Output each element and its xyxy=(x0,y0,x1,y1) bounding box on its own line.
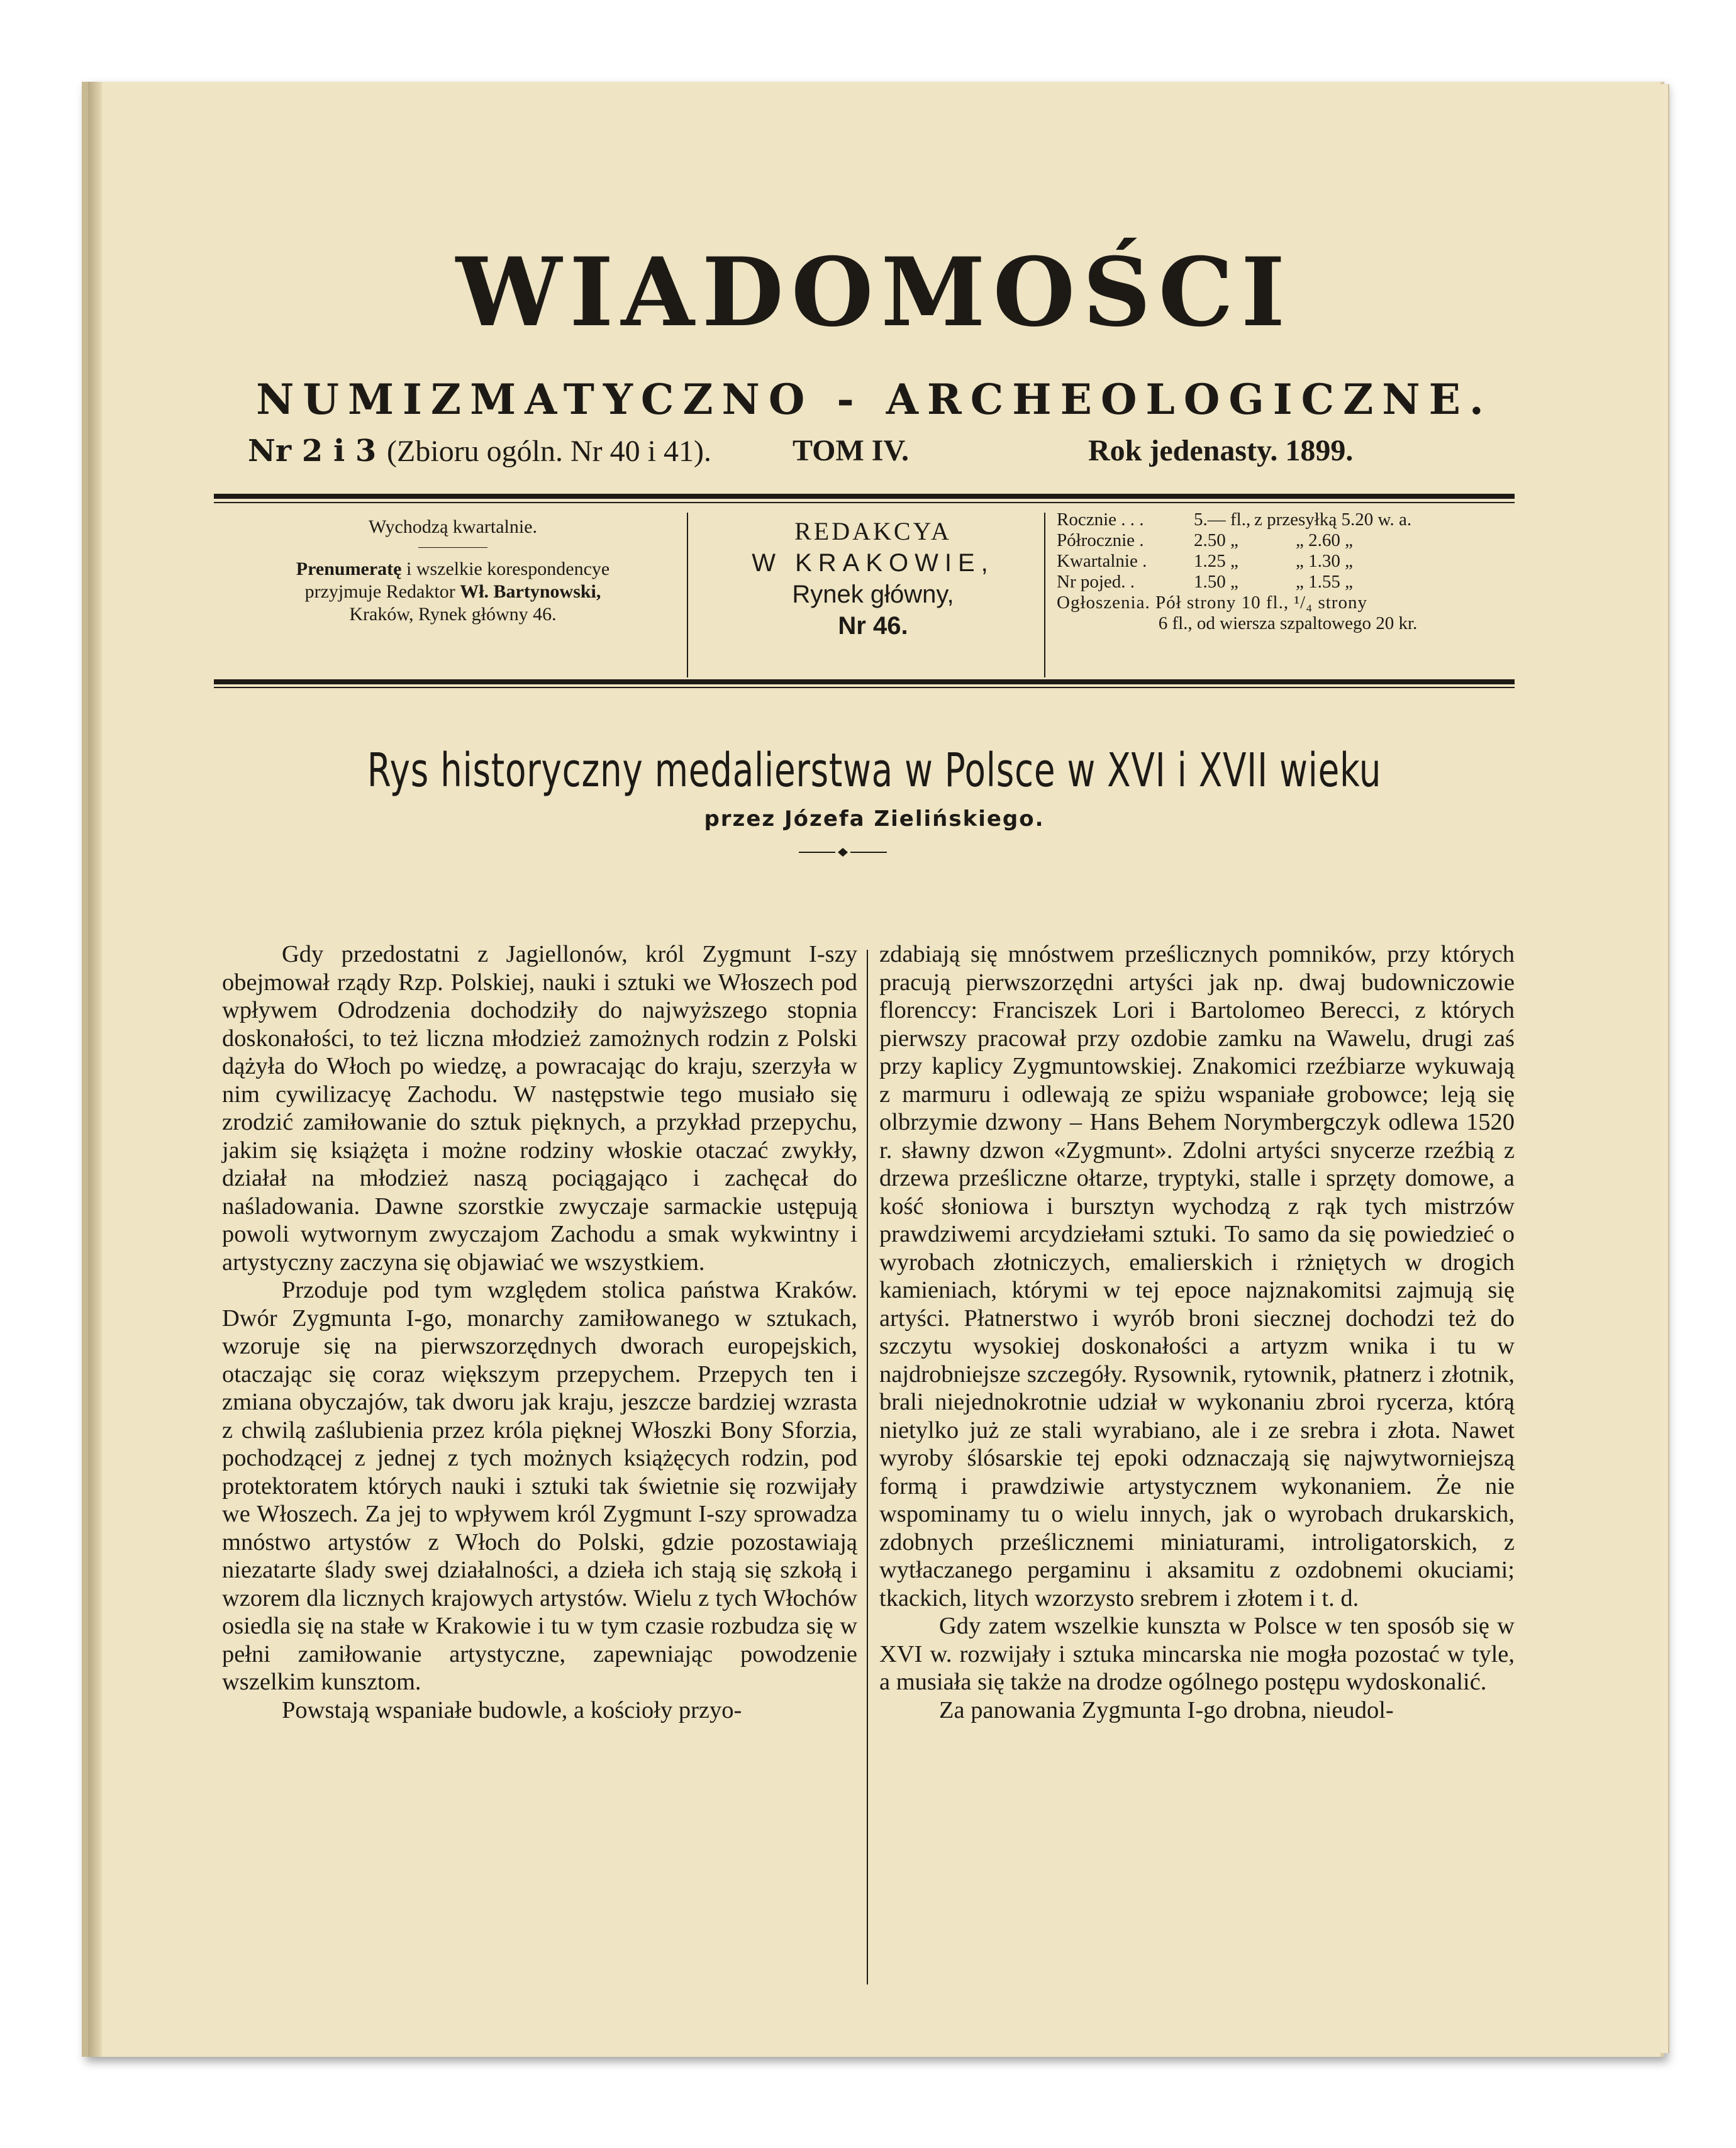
editor-line xyxy=(214,581,692,603)
editor-accepts: przyjmuje Redaktor xyxy=(304,581,460,602)
editorial-office xyxy=(697,516,1049,642)
article-paragraph: Gdy zatem wszelkie kunszta w Polsce w ten sposób się w XVI w. rozwijały i sztuka mincarska nie mogła pozostać w tyle, a musiała się także na drodze ogólnego postępu wydoskonalić. xyxy=(879,1613,1515,1695)
ads-line: 6 fl., od wiersza szpaltowego 20 kr. xyxy=(1158,613,1418,633)
column-divider xyxy=(867,950,868,1984)
header-rule-bottom xyxy=(214,679,1515,684)
article-paragraph: Gdy przedostatni z Jagiellonów, król Zygmunt I-szy obejmował rządy Rzp. Polskiej, nauki i sztuki we Włoszech pod wpływem Odrodzenia dochodziły do najwyższego stopnia doskonałości, to też liczna młodzież zamożnych rodzin z Polski dążyła do Włoch po wiedzę, a powracając do kraju, szerzyła w nim cywilizacyę Zachodu. W następstwie tego musiało się zrodzić zamiłowanie do sztuk pięknych, a przykład przepychu, jakim się książęta i możne rodziny włoskie otaczać zwykły, działał na młodzież naszą pociągająco i zachęcał do naśladowania. Dawne szorstkie zwyczaje sarmackie ustępują powoli wytwornym zwyczajom Zachodu a smak wykwintny i artystyczny zaczyna się objawiać we wszystkiem. xyxy=(222,941,857,1276)
year-label: Rok jedenasty. 1899. xyxy=(1088,434,1354,467)
office-street: Rynek główny, xyxy=(792,581,954,608)
article-paragraph: Powstają wspaniałe budowle, a kościoły przyo- xyxy=(282,1696,742,1723)
subscription-text: i wszelkie korespondencye xyxy=(401,559,610,579)
publication-frequency: Wychodzą kwartalnie. xyxy=(368,516,538,537)
price-row: Półrocznie . 2.50 „ „ 2.60 „ xyxy=(1057,530,1353,550)
header-rule-bottom-thin xyxy=(214,687,1515,688)
issue-number xyxy=(248,431,711,472)
article-paragraph: zdabiają się mnóstwem prześlicznych pomników, przy których pracują pierwszorzędni artyści jak np. dwaj budowniczowie florenccy: Franciszek Lori i Bartolomeo Berecci, z których pierwszy pracował przy ozdobie zamku na Wawelu, drugi zaś przy kaplicy Zygmuntowskiej. Znakomici rzeźbiarze wykuwają z marmuru i odlewają ze spiżu wspaniałe grobowce; leją się olbrzymie dzwony – Hans Behem Norymbergczyk odlewa 1520 r. sławny dzwon «Zygmunt». Zdolni artyści snycerze rzeźbią z drzewa prześliczne ołtarze, tryptyki, stalle i sprzęty domowe, a kość słoniowa i bursztyn wychodzą z rąk tych mistrzów prawdziwemi arcydziełami sztuki. To samo da się powiedzieć o wyrobach złotniczych, emalierskich i rżniętych w drogich kamieniach, którymi w tej epoce najznakomitsi zajmują się artyści. Płatnerstwo i wyrób broni siecznej dochodzi też do szczytu wysokiej doskonałości a artyzm wnika i tu w najdrobniejsze szczegóły. Rysownik, rytownik, płatnerz i złotnik, brali niejednokrotnie udział w wykonaniu zbroi rycerza, którą nietylko już ze stali wyrabiano, ale i ze srebra i złota. Nawet wyroby ślósarskie tej epoki odznaczają się najwytworniejszą formą i prawdziwie artystycznem wykonaniem. Że nie wspominamy tu o wielu innych, jak o wyrobach drukarskich, zdobnych prześlicznemi miniaturami, introligatorskich, z wytłaczanego pergaminu i aksamitu z ozdobnemi okuciami; tkackich, litych wzorzysto srebrem i złotem i t. d. xyxy=(879,941,1515,1611)
price-list xyxy=(1057,509,1519,634)
journal-subtitle: NUMIZMATYCZNO - ARCHEOLOGICZNE. xyxy=(256,375,1493,424)
page-edge xyxy=(1661,84,1669,2053)
ornament-divider xyxy=(799,846,887,859)
office-city: W KRAKOWIE, xyxy=(752,549,994,577)
header-rule-top xyxy=(214,494,1515,499)
price-row: Rocznie . . . 5.— fl., z przesyłką 5.20 w. a. xyxy=(1057,509,1412,530)
volume-label: TOM IV. xyxy=(793,434,909,467)
price-row: Kwartalnie . 1.25 „ „ 1.30 „ xyxy=(1057,551,1353,571)
header-rule-top-thin xyxy=(214,502,1515,503)
price-row: Nr pojed. . 1.50 „ „ 1.55 „ xyxy=(1057,572,1353,592)
journal-title: WIADOMOŚCI xyxy=(455,237,1293,348)
article-column-right xyxy=(879,940,1515,1724)
ads-line: Ogłoszenia. Pół strony 10 fl., ¹/₄ strony xyxy=(1057,593,1367,613)
article-author: przez Józefa Zielińskiego. xyxy=(704,806,1045,832)
article-paragraph: Przoduje pod tym względem stolica państwa Kraków. Dwór Zygmunta I-go, monarchy zamiłowanego w sztukach, wzoruje się na pierwszorzędnych dworach europejskich, otaczając się coraz większym przepychem. Przepych ten i zmiana obyczajów, tak dworu jak kraju, jeszcze bardziej wzrasta z chwilą zaślubienia przez króla pięknej Włoszki Bony Sforzia, pochodzącej z jednej z tych możnych książęcych rodzin, pod protektoratem których nauki i sztuki tak świetnie się rozwijały we Włoszech. Za jej to wpływem król Zygmunt I-szy sprowadza mnóstwo artystów z Włoch do Polski, gdzie pozostawiają niezatarte ślady swej działalności, a dzieła ich stają się szkołą i wzorem dla licznych krajowych artystów. Wielu z tych Włochów osiedla się na stałe w Krakowie i tu w tym czasie rozbudza się w pełni zamiłowanie artystyczne, zapewniając powodzenie wszelkim kunsztom. xyxy=(222,1277,857,1695)
article-paragraph: Za panowania Zygmunta I-go drobna, nieudol- xyxy=(939,1696,1394,1723)
subscription-info xyxy=(214,516,692,626)
article-column-left xyxy=(222,940,857,1724)
issue-collection: (Zbioru ogóln. Nr 40 i 41). xyxy=(387,435,711,468)
journal-page xyxy=(82,82,1664,2057)
subscription-lead: Prenumeratę xyxy=(296,559,402,579)
issue-number-label: Nr 2 i 3 xyxy=(248,433,377,469)
editor-name: Wł. Bartynowski, xyxy=(460,581,601,602)
subscription-line xyxy=(214,558,692,581)
editor-address: Kraków, Rynek główny 46. xyxy=(349,604,557,625)
office-label: REDAKCYA xyxy=(794,517,952,545)
small-divider xyxy=(418,547,487,548)
office-number: Nr 46. xyxy=(838,612,908,640)
article-title: Rys historyczny medalierstwa w Polsce w XVI i XVII wieku xyxy=(367,743,1382,798)
